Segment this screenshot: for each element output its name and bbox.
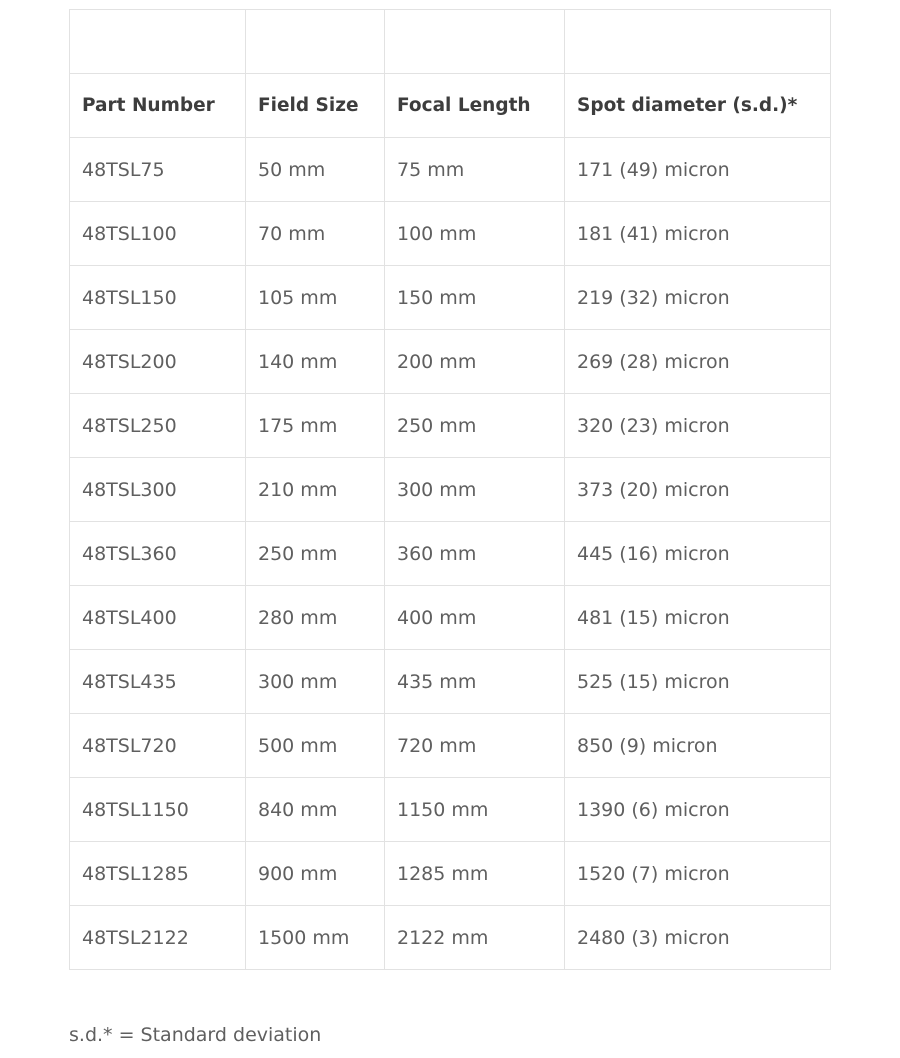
header-focal-length: Focal Length <box>385 74 565 138</box>
focal-length-cell: 720 mm <box>385 714 565 778</box>
focal-length-cell: 250 mm <box>385 394 565 458</box>
spot-diameter-cell: 2480 (3) micron <box>565 906 831 970</box>
focal-length-cell: 1150 mm <box>385 778 565 842</box>
spot-diameter-cell: 181 (41) micron <box>565 202 831 266</box>
part-number-cell: 48TSL2122 <box>70 906 246 970</box>
field-size-cell: 50 mm <box>246 138 385 202</box>
focal-length-cell: 2122 mm <box>385 906 565 970</box>
spot-diameter-cell: 320 (23) micron <box>565 394 831 458</box>
spot-diameter-cell: 445 (16) micron <box>565 522 831 586</box>
field-size-cell: 500 mm <box>246 714 385 778</box>
field-size-cell: 105 mm <box>246 266 385 330</box>
table-row <box>70 394 831 458</box>
part-number-cell: 48TSL400 <box>70 586 246 650</box>
focal-length-cell: 360 mm <box>385 522 565 586</box>
part-number-cell: 48TSL1150 <box>70 778 246 842</box>
focal-length-cell: 300 mm <box>385 458 565 522</box>
part-number-cell: 48TSL1285 <box>70 842 246 906</box>
spot-diameter-cell: 269 (28) micron <box>565 330 831 394</box>
part-number-cell: 48TSL720 <box>70 714 246 778</box>
part-number-cell: 48TSL100 <box>70 202 246 266</box>
field-size-cell: 280 mm <box>246 586 385 650</box>
spot-diameter-cell: 171 (49) micron <box>565 138 831 202</box>
spot-diameter-cell: 525 (15) micron <box>565 650 831 714</box>
focal-length-cell: 1285 mm <box>385 842 565 906</box>
focal-length-cell: 400 mm <box>385 586 565 650</box>
focal-length-cell: 100 mm <box>385 202 565 266</box>
field-size-cell: 140 mm <box>246 330 385 394</box>
table-row <box>70 138 831 202</box>
table-head <box>70 10 831 138</box>
spot-diameter-cell: 1520 (7) micron <box>565 842 831 906</box>
spot-diameter-cell: 850 (9) micron <box>565 714 831 778</box>
lens-spec-table <box>69 9 831 970</box>
focal-length-cell: 200 mm <box>385 330 565 394</box>
empty-top-row <box>70 10 831 74</box>
table-body <box>70 138 831 970</box>
field-size-cell: 1500 mm <box>246 906 385 970</box>
part-number-cell: 48TSL435 <box>70 650 246 714</box>
footnote: s.d.* = Standard deviation <box>69 1024 322 1046</box>
part-number-cell: 48TSL300 <box>70 458 246 522</box>
table-row <box>70 522 831 586</box>
spot-diameter-cell: 1390 (6) micron <box>565 778 831 842</box>
spot-diameter-cell: 481 (15) micron <box>565 586 831 650</box>
table-row <box>70 202 831 266</box>
table-row <box>70 458 831 522</box>
table-row <box>70 714 831 778</box>
header-row <box>70 74 831 138</box>
part-number-cell: 48TSL250 <box>70 394 246 458</box>
part-number-cell: 48TSL360 <box>70 522 246 586</box>
empty-cell <box>565 10 831 74</box>
field-size-cell: 250 mm <box>246 522 385 586</box>
header-field-size: Field Size <box>246 74 385 138</box>
table-row <box>70 650 831 714</box>
field-size-cell: 70 mm <box>246 202 385 266</box>
spot-diameter-cell: 219 (32) micron <box>565 266 831 330</box>
field-size-cell: 175 mm <box>246 394 385 458</box>
table-row <box>70 266 831 330</box>
empty-cell <box>385 10 565 74</box>
focal-length-cell: 435 mm <box>385 650 565 714</box>
empty-cell <box>246 10 385 74</box>
part-number-cell: 48TSL150 <box>70 266 246 330</box>
field-size-cell: 900 mm <box>246 842 385 906</box>
table-row <box>70 906 831 970</box>
field-size-cell: 210 mm <box>246 458 385 522</box>
field-size-cell: 300 mm <box>246 650 385 714</box>
table-row <box>70 842 831 906</box>
header-part-number: Part Number <box>70 74 246 138</box>
table-row <box>70 778 831 842</box>
spot-diameter-cell: 373 (20) micron <box>565 458 831 522</box>
header-spot-diameter: Spot diameter (s.d.)* <box>565 74 831 138</box>
empty-cell <box>70 10 246 74</box>
focal-length-cell: 75 mm <box>385 138 565 202</box>
field-size-cell: 840 mm <box>246 778 385 842</box>
focal-length-cell: 150 mm <box>385 266 565 330</box>
table-row <box>70 586 831 650</box>
part-number-cell: 48TSL200 <box>70 330 246 394</box>
table-row <box>70 330 831 394</box>
part-number-cell: 48TSL75 <box>70 138 246 202</box>
